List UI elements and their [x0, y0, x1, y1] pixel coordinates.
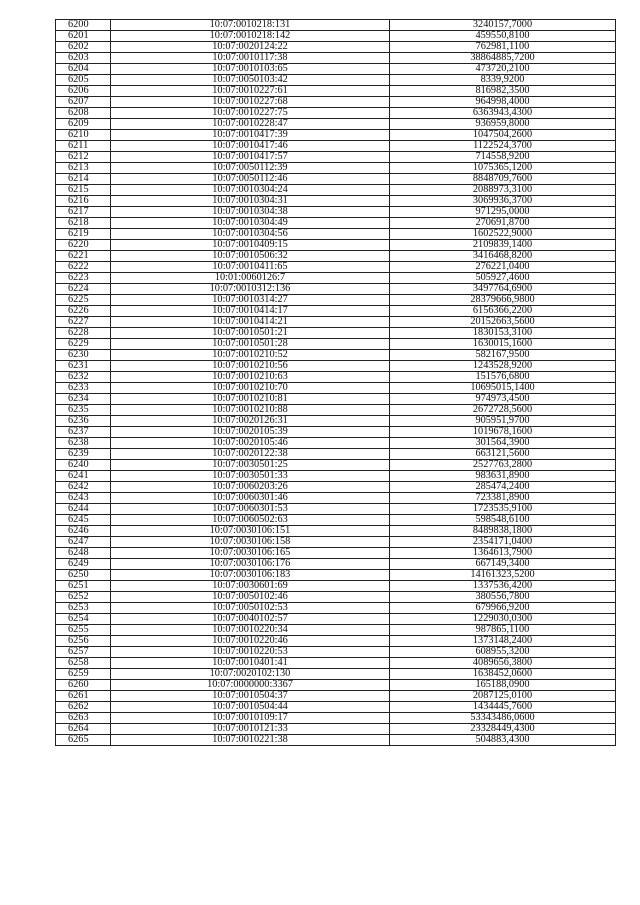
- row-number-cell: 6214: [56, 174, 111, 185]
- cadastral-number-cell: 10:07:0010210:70: [111, 383, 390, 394]
- cadastral-number-cell: 10:07:0010210:56: [111, 361, 390, 372]
- row-number-cell: 6208: [56, 108, 111, 119]
- table-row: [56, 603, 616, 614]
- cadastral-number-cell: 10:07:0010417:57: [111, 152, 390, 163]
- value-cell: 3416468,8200: [390, 251, 616, 262]
- row-number-cell: 6213: [56, 163, 111, 174]
- value-cell: 2672728,5600: [390, 405, 616, 416]
- table-row: [56, 658, 616, 669]
- cadastral-number-cell: 10:07:0010218:131: [111, 20, 390, 31]
- row-number-cell: 6250: [56, 570, 111, 581]
- cadastral-number-cell: 10:07:0010210:81: [111, 394, 390, 405]
- table-row: [56, 31, 616, 42]
- row-number-cell: 6228: [56, 328, 111, 339]
- row-number-cell: 6230: [56, 350, 111, 361]
- row-number-cell: 6203: [56, 53, 111, 64]
- cadastral-number-cell: 10:07:0010504:44: [111, 702, 390, 713]
- table-row: [56, 152, 616, 163]
- cadastral-number-cell: 10:07:0010304:31: [111, 196, 390, 207]
- table-row: [56, 405, 616, 416]
- value-cell: 816982,3500: [390, 86, 616, 97]
- row-number-cell: 6217: [56, 207, 111, 218]
- row-number-cell: 6255: [56, 625, 111, 636]
- cadastral-number-cell: 10:07:0010314:27: [111, 295, 390, 306]
- value-cell: 10695015,1400: [390, 383, 616, 394]
- table-row: [56, 42, 616, 53]
- table-row: [56, 647, 616, 658]
- table-row: [56, 493, 616, 504]
- value-cell: 762981,1100: [390, 42, 616, 53]
- value-cell: 301564,3900: [390, 438, 616, 449]
- cadastral-number-cell: 10:07:0020105:46: [111, 438, 390, 449]
- row-number-cell: 6259: [56, 669, 111, 680]
- row-number-cell: 6238: [56, 438, 111, 449]
- table-row: [56, 207, 616, 218]
- table-row: [56, 526, 616, 537]
- value-cell: 53343486,0600: [390, 713, 616, 724]
- value-cell: 28379666,9800: [390, 295, 616, 306]
- cadastral-number-cell: 10:07:0030501:33: [111, 471, 390, 482]
- value-cell: 598548,6100: [390, 515, 616, 526]
- row-number-cell: 6210: [56, 130, 111, 141]
- value-cell: 14161323,5200: [390, 570, 616, 581]
- value-cell: 987865,1100: [390, 625, 616, 636]
- table-row: [56, 262, 616, 273]
- row-number-cell: 6223: [56, 273, 111, 284]
- cadastral-number-cell: 10:07:0060203:26: [111, 482, 390, 493]
- row-number-cell: 6207: [56, 97, 111, 108]
- table-row: [56, 438, 616, 449]
- cadastral-number-cell: 10:07:0030106:158: [111, 537, 390, 548]
- table-row: [56, 427, 616, 438]
- cadastral-number-cell: 10:07:0010220:46: [111, 636, 390, 647]
- table-row: [56, 449, 616, 460]
- table-row: [56, 97, 616, 108]
- value-cell: 285474,2400: [390, 482, 616, 493]
- cadastral-number-cell: 10:07:0010411:65: [111, 262, 390, 273]
- cadastral-number-cell: 10:07:0010228:47: [111, 119, 390, 130]
- cadastral-number-cell: 10:07:0030106:151: [111, 526, 390, 537]
- value-cell: 2354171,0400: [390, 537, 616, 548]
- cadastral-number-cell: 10:07:0010414:21: [111, 317, 390, 328]
- table-row: [56, 75, 616, 86]
- cadastral-number-cell: 10:07:0010304:56: [111, 229, 390, 240]
- value-cell: 679966,9200: [390, 603, 616, 614]
- table-row: [56, 251, 616, 262]
- value-cell: 1364613,7900: [390, 548, 616, 559]
- cadastral-number-cell: 10:07:0010304:49: [111, 218, 390, 229]
- table-row: [56, 636, 616, 647]
- table-body: [56, 20, 616, 746]
- row-number-cell: 6240: [56, 460, 111, 471]
- row-number-cell: 6219: [56, 229, 111, 240]
- value-cell: 936959,8000: [390, 119, 616, 130]
- cadastral-number-cell: 10:07:0010210:88: [111, 405, 390, 416]
- table-row: [56, 724, 616, 735]
- cadastral-number-cell: 10:07:0010210:63: [111, 372, 390, 383]
- row-number-cell: 6209: [56, 119, 111, 130]
- value-cell: 714558,9200: [390, 152, 616, 163]
- row-number-cell: 6262: [56, 702, 111, 713]
- row-number-cell: 6224: [56, 284, 111, 295]
- row-number-cell: 6227: [56, 317, 111, 328]
- table-row: [56, 119, 616, 130]
- table-row: [56, 735, 616, 746]
- value-cell: 971295,0000: [390, 207, 616, 218]
- row-number-cell: 6200: [56, 20, 111, 31]
- cadastral-number-cell: 10:07:0010417:46: [111, 141, 390, 152]
- cadastral-number-cell: 10:07:0010304:38: [111, 207, 390, 218]
- value-cell: 151576,6800: [390, 372, 616, 383]
- cadastral-number-cell: 10:07:0050112:46: [111, 174, 390, 185]
- row-number-cell: 6211: [56, 141, 111, 152]
- value-cell: 667149,3400: [390, 559, 616, 570]
- value-cell: 1434445,7600: [390, 702, 616, 713]
- row-number-cell: 6216: [56, 196, 111, 207]
- value-cell: 8489838,1800: [390, 526, 616, 537]
- cadastral-number-cell: 10:07:0010227:61: [111, 86, 390, 97]
- cadastral-number-cell: 10:07:0010501:21: [111, 328, 390, 339]
- row-number-cell: 6249: [56, 559, 111, 570]
- row-number-cell: 6204: [56, 64, 111, 75]
- table-row: [56, 570, 616, 581]
- table-row: [56, 625, 616, 636]
- value-cell: 3497764,6900: [390, 284, 616, 295]
- table-row: [56, 361, 616, 372]
- value-cell: 276221,0400: [390, 262, 616, 273]
- cadastral-number-cell: 10:07:0030501:25: [111, 460, 390, 471]
- row-number-cell: 6257: [56, 647, 111, 658]
- table-row: [56, 592, 616, 603]
- row-number-cell: 6220: [56, 240, 111, 251]
- cadastral-number-cell: 10:07:0030106:165: [111, 548, 390, 559]
- table-row: [56, 306, 616, 317]
- value-cell: 270691,8700: [390, 218, 616, 229]
- row-number-cell: 6243: [56, 493, 111, 504]
- table-row: [56, 240, 616, 251]
- value-cell: 6156366,2200: [390, 306, 616, 317]
- row-number-cell: 6226: [56, 306, 111, 317]
- row-number-cell: 6225: [56, 295, 111, 306]
- value-cell: 23328449,4300: [390, 724, 616, 735]
- cadastral-number-cell: 10:07:0010227:68: [111, 97, 390, 108]
- value-cell: 723381,8900: [390, 493, 616, 504]
- row-number-cell: 6244: [56, 504, 111, 515]
- value-cell: 582167,9500: [390, 350, 616, 361]
- row-number-cell: 6254: [56, 614, 111, 625]
- row-number-cell: 6253: [56, 603, 111, 614]
- row-number-cell: 6231: [56, 361, 111, 372]
- row-number-cell: 6239: [56, 449, 111, 460]
- value-cell: 1373148,2400: [390, 636, 616, 647]
- row-number-cell: 6252: [56, 592, 111, 603]
- value-cell: 505927,4600: [390, 273, 616, 284]
- table-row: [56, 548, 616, 559]
- row-number-cell: 6202: [56, 42, 111, 53]
- value-cell: 1122524,3700: [390, 141, 616, 152]
- row-number-cell: 6242: [56, 482, 111, 493]
- value-cell: 1229030,0300: [390, 614, 616, 625]
- row-number-cell: 6222: [56, 262, 111, 273]
- cadastral-number-cell: 10:07:0050102:46: [111, 592, 390, 603]
- row-number-cell: 6221: [56, 251, 111, 262]
- table-row: [56, 581, 616, 592]
- value-cell: 2088973,3100: [390, 185, 616, 196]
- value-cell: 8339,9200: [390, 75, 616, 86]
- value-cell: 1830153,3100: [390, 328, 616, 339]
- row-number-cell: 6241: [56, 471, 111, 482]
- cadastral-number-cell: 10:07:0010220:34: [111, 625, 390, 636]
- table-row: [56, 614, 616, 625]
- row-number-cell: 6229: [56, 339, 111, 350]
- cadastral-number-cell: 10:07:0010210:52: [111, 350, 390, 361]
- table-row: [56, 218, 616, 229]
- table-row: [56, 339, 616, 350]
- cadastral-number-cell: 10:01:0060126:7: [111, 273, 390, 284]
- cadastral-number-cell: 10:07:0010109:17: [111, 713, 390, 724]
- table-row: [56, 394, 616, 405]
- table-row: [56, 185, 616, 196]
- table-row: [56, 350, 616, 361]
- table-row: [56, 713, 616, 724]
- cadastral-number-cell: 10:07:0010227:75: [111, 108, 390, 119]
- row-number-cell: 6218: [56, 218, 111, 229]
- value-cell: 3069936,3700: [390, 196, 616, 207]
- cadastral-number-cell: 10:07:0010218:142: [111, 31, 390, 42]
- value-cell: 2087125,0100: [390, 691, 616, 702]
- value-cell: 165188,0900: [390, 680, 616, 691]
- cadastral-number-cell: 10:07:0020122:38: [111, 449, 390, 460]
- table-row: [56, 416, 616, 427]
- table-row: [56, 86, 616, 97]
- row-number-cell: 6245: [56, 515, 111, 526]
- table-row: [56, 537, 616, 548]
- cadastral-number-cell: 10:07:0010417:39: [111, 130, 390, 141]
- cadastral-number-cell: 10:07:0020102:130: [111, 669, 390, 680]
- cadastral-number-cell: 10:07:0020124:22: [111, 42, 390, 53]
- value-cell: 905951,9700: [390, 416, 616, 427]
- value-cell: 1630015,1600: [390, 339, 616, 350]
- value-cell: 20152663,5600: [390, 317, 616, 328]
- cadastral-number-cell: 10:07:0010506:32: [111, 251, 390, 262]
- value-cell: 2109839,1400: [390, 240, 616, 251]
- value-cell: 3240157,7000: [390, 20, 616, 31]
- cadastral-number-cell: 10:07:0050112:39: [111, 163, 390, 174]
- cadastral-number-cell: 10:07:0060301:53: [111, 504, 390, 515]
- value-cell: 663121,5600: [390, 449, 616, 460]
- value-cell: 2527763,2800: [390, 460, 616, 471]
- row-number-cell: 6265: [56, 735, 111, 746]
- table-row: [56, 53, 616, 64]
- table-row: [56, 460, 616, 471]
- cadastral-number-cell: 10:07:0020105:39: [111, 427, 390, 438]
- table-row: [56, 702, 616, 713]
- value-cell: 1723535,9100: [390, 504, 616, 515]
- cadastral-number-cell: 10:07:0010103:65: [111, 64, 390, 75]
- value-cell: 983631,8900: [390, 471, 616, 482]
- row-number-cell: 6237: [56, 427, 111, 438]
- cadastral-number-cell: 10:07:0050102:53: [111, 603, 390, 614]
- row-number-cell: 6234: [56, 394, 111, 405]
- table-row: [56, 471, 616, 482]
- cadastral-number-cell: 10:07:0010117:38: [111, 53, 390, 64]
- value-cell: 459550,8100: [390, 31, 616, 42]
- table-row: [56, 273, 616, 284]
- cadastral-number-cell: 10:07:0050103:42: [111, 75, 390, 86]
- value-cell: 380556,7800: [390, 592, 616, 603]
- cadastral-number-cell: 10:07:0060502:63: [111, 515, 390, 526]
- row-number-cell: 6248: [56, 548, 111, 559]
- table-row: [56, 196, 616, 207]
- value-cell: 1019678,1600: [390, 427, 616, 438]
- table-row: [56, 317, 616, 328]
- table-row: [56, 174, 616, 185]
- table-row: [56, 20, 616, 31]
- value-cell: 964998,4000: [390, 97, 616, 108]
- table-row: [56, 383, 616, 394]
- cadastral-number-cell: 10:07:0010409:15: [111, 240, 390, 251]
- cadastral-number-cell: 10:07:0000000:3367: [111, 680, 390, 691]
- cadastral-number-cell: 10:07:0010401:41: [111, 658, 390, 669]
- row-number-cell: 6206: [56, 86, 111, 97]
- cadastral-number-cell: 10:07:0060301:46: [111, 493, 390, 504]
- table-row: [56, 504, 616, 515]
- cadastral-number-cell: 10:07:0040102:57: [111, 614, 390, 625]
- row-number-cell: 6212: [56, 152, 111, 163]
- table-row: [56, 295, 616, 306]
- row-number-cell: 6247: [56, 537, 111, 548]
- row-number-cell: 6235: [56, 405, 111, 416]
- value-cell: 1638452,0600: [390, 669, 616, 680]
- row-number-cell: 6236: [56, 416, 111, 427]
- table-row: [56, 328, 616, 339]
- table-row: [56, 669, 616, 680]
- table-row: [56, 372, 616, 383]
- row-number-cell: 6251: [56, 581, 111, 592]
- row-number-cell: 6205: [56, 75, 111, 86]
- value-cell: 6363943,4300: [390, 108, 616, 119]
- value-cell: 974973,4500: [390, 394, 616, 405]
- cadastral-number-cell: 10:07:0010221:38: [111, 735, 390, 746]
- value-cell: 608955,3200: [390, 647, 616, 658]
- value-cell: 1075365,1200: [390, 163, 616, 174]
- row-number-cell: 6215: [56, 185, 111, 196]
- table-row: [56, 141, 616, 152]
- cadastral-number-cell: 10:07:0010501:28: [111, 339, 390, 350]
- table-row: [56, 64, 616, 75]
- value-cell: 504883,4300: [390, 735, 616, 746]
- value-cell: 1047504,2600: [390, 130, 616, 141]
- table-row: [56, 680, 616, 691]
- value-cell: 1243528,9200: [390, 361, 616, 372]
- row-number-cell: 6264: [56, 724, 111, 735]
- cadastral-number-cell: 10:07:0030601:69: [111, 581, 390, 592]
- value-cell: 4089656,3800: [390, 658, 616, 669]
- cadastral-number-cell: 10:07:0030106:183: [111, 570, 390, 581]
- table-row: [56, 559, 616, 570]
- row-number-cell: 6232: [56, 372, 111, 383]
- row-number-cell: 6263: [56, 713, 111, 724]
- row-number-cell: 6256: [56, 636, 111, 647]
- value-cell: 38864885,7200: [390, 53, 616, 64]
- cadastral-number-cell: 10:07:0010304:24: [111, 185, 390, 196]
- cadastral-number-cell: 10:07:0010121:33: [111, 724, 390, 735]
- cadastral-number-cell: 10:07:0020126:31: [111, 416, 390, 427]
- value-cell: 8848709,7600: [390, 174, 616, 185]
- table-row: [56, 163, 616, 174]
- cadastral-number-cell: 10:07:0010414:17: [111, 306, 390, 317]
- table-row: [56, 108, 616, 119]
- cadastral-value-table: [55, 19, 616, 746]
- cadastral-number-cell: 10:07:0010504:37: [111, 691, 390, 702]
- table-row: [56, 515, 616, 526]
- table-row: [56, 284, 616, 295]
- table-row: [56, 691, 616, 702]
- row-number-cell: 6246: [56, 526, 111, 537]
- table-row: [56, 130, 616, 141]
- row-number-cell: 6258: [56, 658, 111, 669]
- row-number-cell: 6233: [56, 383, 111, 394]
- row-number-cell: 6201: [56, 31, 111, 42]
- row-number-cell: 6260: [56, 680, 111, 691]
- value-cell: 473720,2100: [390, 64, 616, 75]
- cadastral-number-cell: 10:07:0030106:176: [111, 559, 390, 570]
- row-number-cell: 6261: [56, 691, 111, 702]
- table-row: [56, 482, 616, 493]
- value-cell: 1337536,4200: [390, 581, 616, 592]
- value-cell: 1602522,9000: [390, 229, 616, 240]
- cadastral-number-cell: 10:07:0010220:53: [111, 647, 390, 658]
- cadastral-number-cell: 10:07:0010312:136: [111, 284, 390, 295]
- table-row: [56, 229, 616, 240]
